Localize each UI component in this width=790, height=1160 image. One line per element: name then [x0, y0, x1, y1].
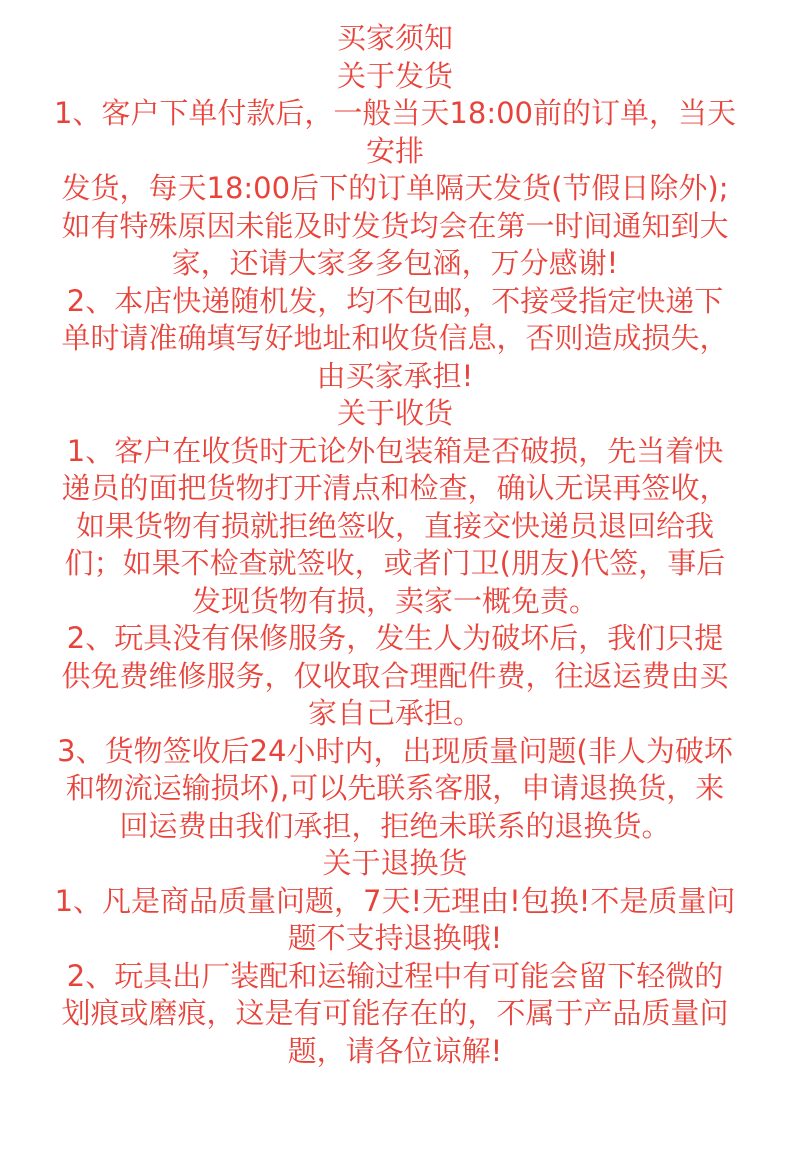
notice-line: 发现货物有损，卖家一概免责。: [191, 583, 598, 618]
notice-line: 2、玩具没有保修服务，发生人为破坏后，我们只提: [66, 621, 724, 655]
notice-line: 发货，每天18:00后下的订单隔天发货(节假日除外);: [61, 171, 729, 205]
notice-line: 回运费由我们承担，拒绝未联系的退换货。: [119, 808, 671, 843]
notice-line: 划痕或磨痕，这是有可能存在的，不属于产品质量问: [61, 996, 729, 1030]
notice-line: 如有特殊原因未能及时发货均会在第一时间通知到大: [61, 208, 729, 243]
notice-line: 2、本店快递随机发，均不包邮，不接受指定快递下: [66, 283, 724, 318]
notice-line: 安排: [365, 133, 424, 168]
notice-line: 单时请准确填写好地址和收货信息，否则造成损失，: [61, 321, 729, 355]
notice-line: 供免费维修服务，仅收取合理配件费，往返运费由买: [61, 658, 729, 693]
notice-line: 家自己承担。: [307, 696, 482, 730]
notice-title: 买家须知: [336, 21, 453, 55]
notice-line: 1、客户下单付款后，一般当天18:00前的订单，当天: [53, 96, 737, 130]
notice-line: 如果货物有损就拒绝签收，直接交快递员退回给我: [75, 508, 714, 543]
notice-line: 家，还请大家多多包涵，万分感谢!: [171, 246, 619, 280]
notice-line: 2、玩具出厂装配和运输过程中有可能会留下轻微的: [66, 958, 724, 993]
notice-line: 递员的面把货物打开清点和检查，确认无误再签收，: [61, 471, 729, 505]
notice-line: 1、客户在收货时无论外包装箱是否破损，先当着快: [66, 433, 724, 468]
notice-line: 题，请各位谅解!: [287, 1033, 503, 1068]
notice-line: 3、货物签收后24小时内，出现质量问题(非人为破坏: [57, 733, 733, 768]
notice-line: 由买家承担!: [316, 358, 474, 393]
notice-line: 1、凡是商品质量问题，7天!无理由!包换!不是质量问: [54, 883, 736, 918]
notice-line: 和物流运输损坏),可以先联系客服，申请退换货，来: [65, 771, 725, 805]
section-heading-returns: 关于退换货: [322, 846, 468, 880]
notice-line: 题不支持退换哦!: [287, 921, 503, 955]
section-heading-shipping: 关于发货: [336, 58, 453, 93]
notice-line: 们；如果不检查就签收，或者门卫(朋友)代签，事后: [64, 546, 726, 580]
section-heading-receiving: 关于收货: [336, 396, 453, 430]
